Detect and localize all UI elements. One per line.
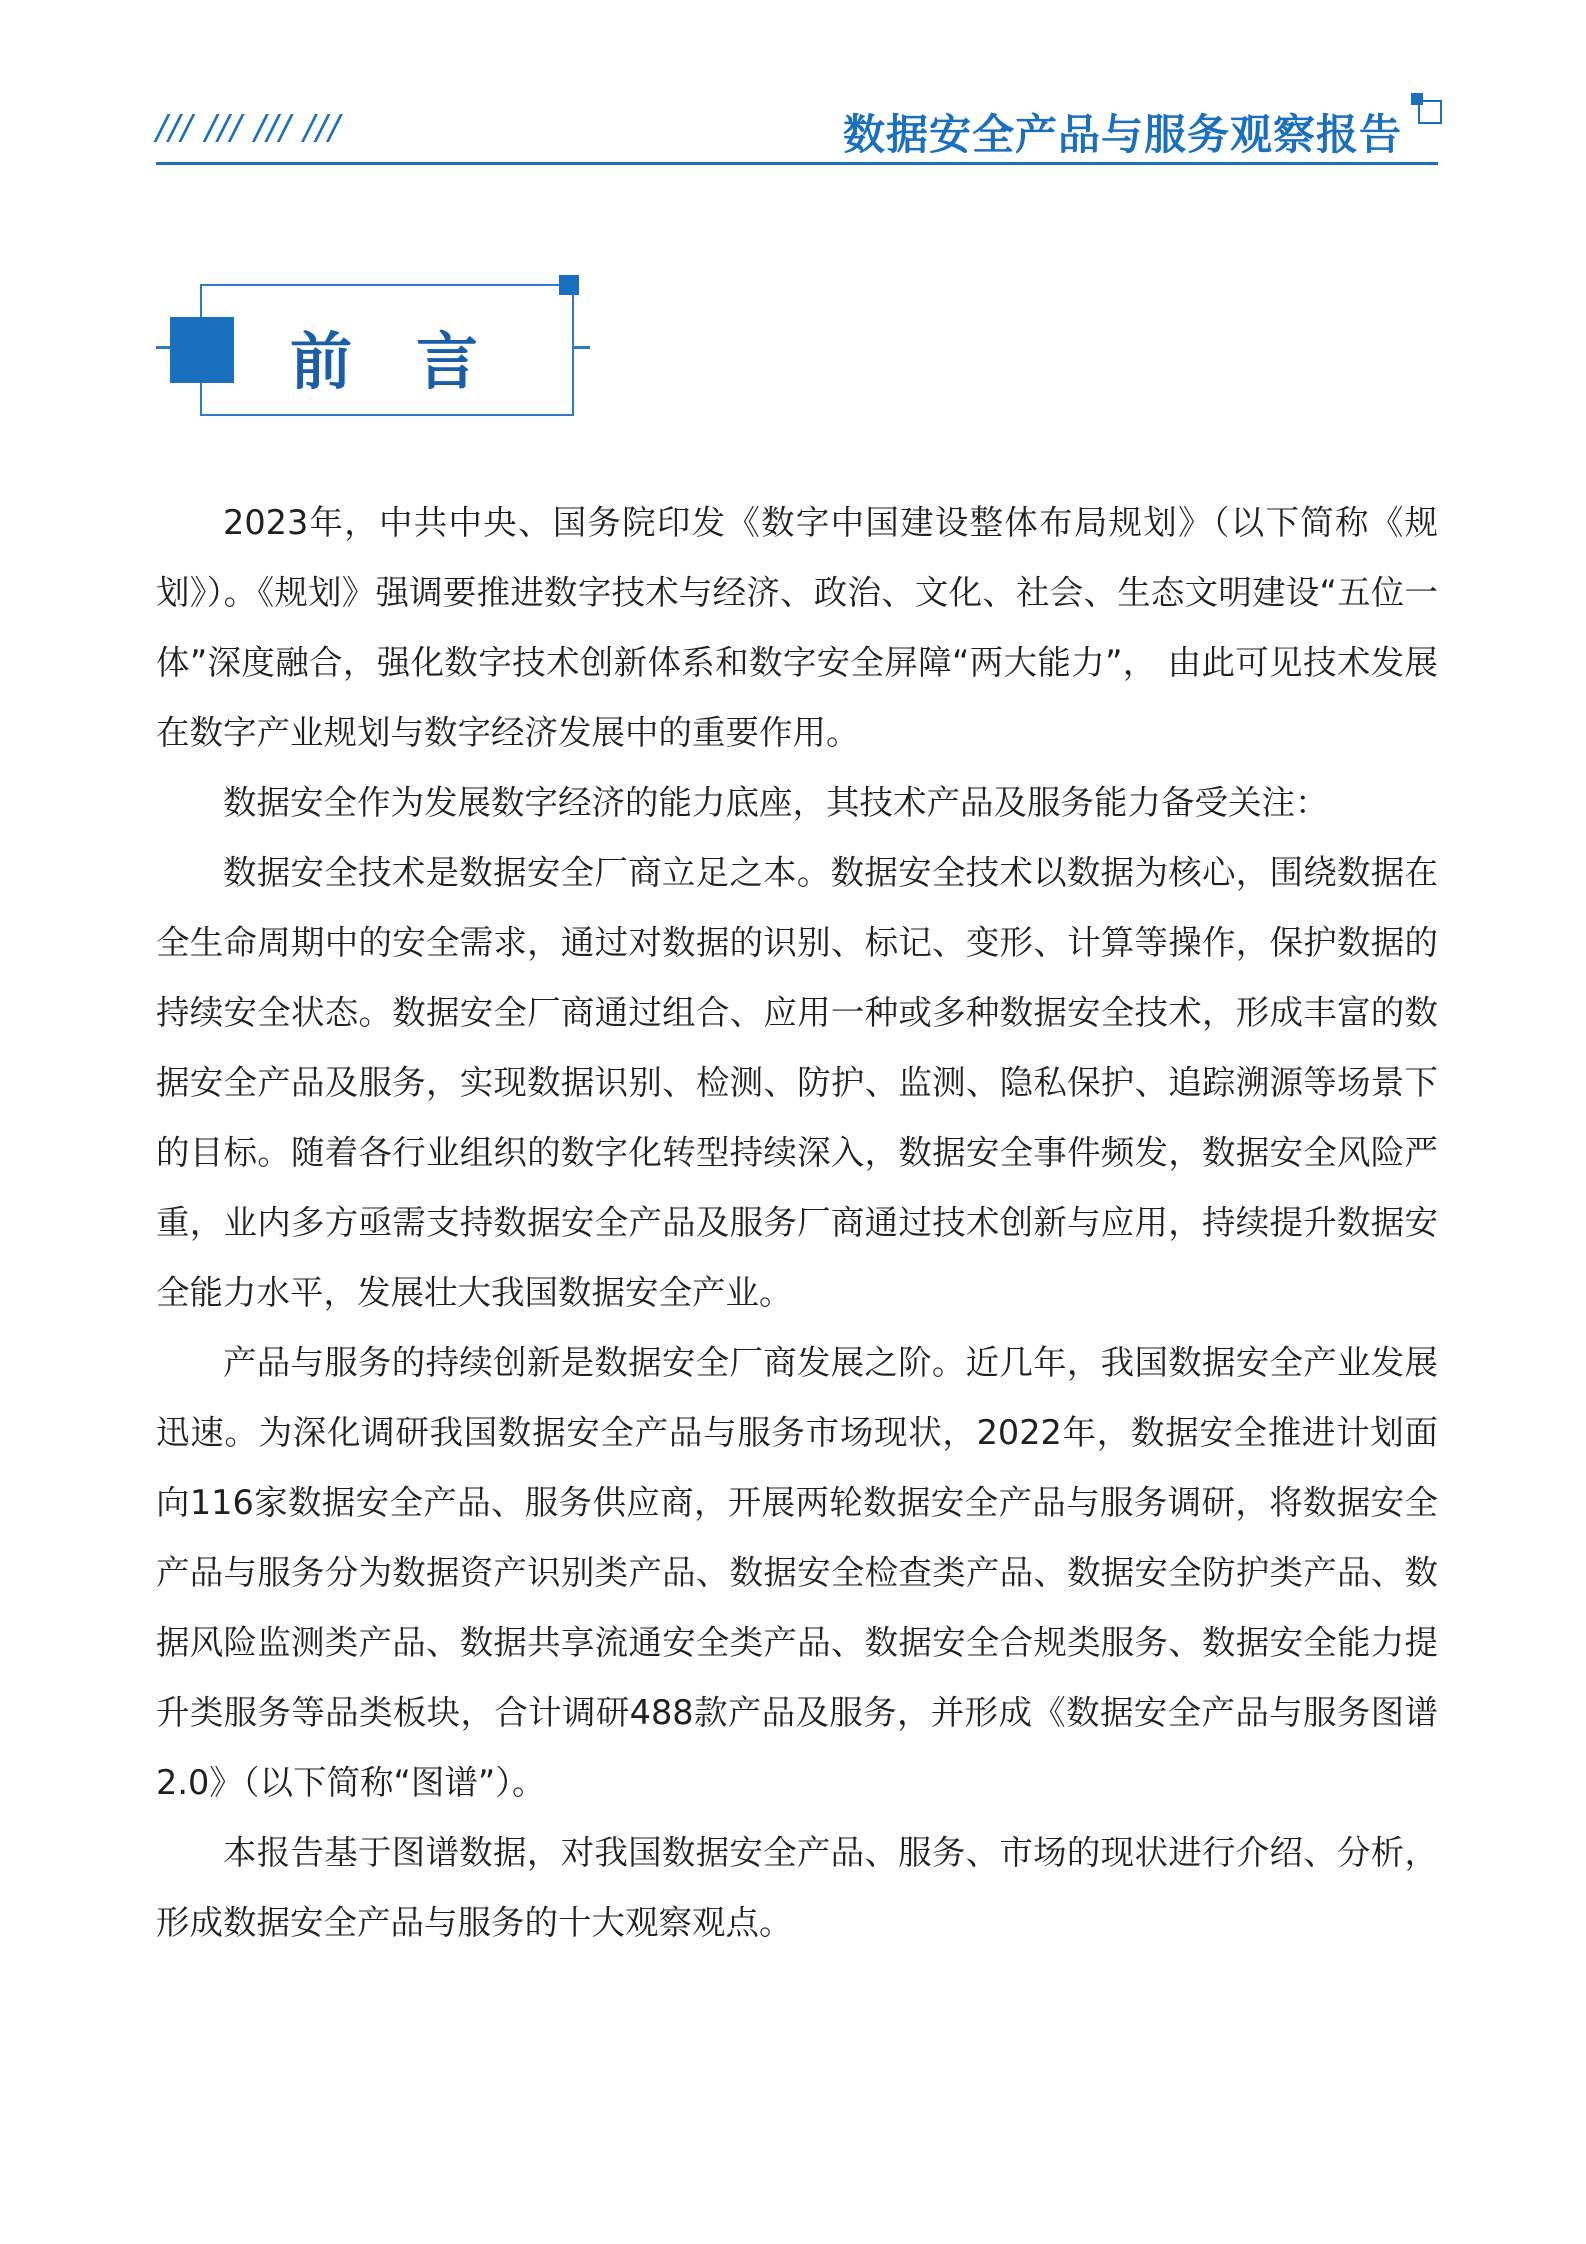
paragraph-1: 2023年，中共中央、国务院印发《数字中国建设整体布局规划》（以下简称《规划》）。《规划》强调要推进数字技术与经济、政治、文化、社会、生态文明建设“五位一体”深度融合，强化数字技术创新体系和数字安全屏障“两大能力”， 由此可见技术发展在数字产业规划与数字经济发展中的重要作用。 bbox=[156, 503, 1438, 752]
section-title: 前言 bbox=[290, 325, 543, 398]
header-corner-square-filled bbox=[1411, 93, 1423, 105]
paragraph-2: 数据安全作为发展数字经济的能力底座，其技术产品及服务能力备受关注： bbox=[223, 783, 1329, 822]
preface-body bbox=[156, 488, 1438, 1958]
paragraph-4: 产品与服务的持续创新是数据安全厂商发展之阶。近几年，我国数据安全产业发展迅速。为深化调研我国数据安全产品与服务市场现状，2022年，数据安全推进计划面向116家数据安全产品、服务供应商，开展两轮数据安全产品与服务调研，将数据安全产品与服务分为数据资产识别类产品、数据安全检查类产品、数据安全防护类产品、数据风险监测类产品、数据共享流通安全类产品、数据安全合规类服务、数据安全能力提升类服务等品类板块，合计调研488款产品及服务，并形成《数据安全产品与服务图谱2.0》（以下简称“图谱”）。 bbox=[156, 1343, 1438, 1802]
section-title-corner-square bbox=[559, 275, 579, 295]
paragraph-3: 数据安全技术是数据安全厂商立足之本。数据安全技术以数据为核心，围绕数据在全生命周期中的安全需求，通过对数据的识别、标记、变形、计算等操作，保护数据的持续安全状态。数据安全厂商通过组合、应用一种或多种数据安全技术，形成丰富的数据安全产品及服务，实现数据识别、检测、防护、监测、隐私保护、追踪溯源等场景下的目标。随着各行业组织的数字化转型持续深入，数据安全事件频发，数据安全风险严重，业内多方亟需支持数据安全产品及服务厂商通过技术创新与应用，持续提升数据安全能力水平，发展壮大我国数据安全产业。 bbox=[156, 853, 1438, 1312]
report-title: 数据安全产品与服务观察报告 bbox=[842, 110, 1402, 159]
header-decor-slashes: /// /// /// /// bbox=[156, 108, 341, 148]
paragraph-5: 本报告基于图谱数据，对我国数据安全产品、服务、市场的现状进行介绍、分析，形成数据安全产品与服务的十大观察观点。 bbox=[156, 1833, 1438, 1942]
header-divider bbox=[156, 162, 1438, 165]
section-title-block bbox=[170, 317, 234, 383]
section-box-right-tick bbox=[572, 346, 590, 349]
